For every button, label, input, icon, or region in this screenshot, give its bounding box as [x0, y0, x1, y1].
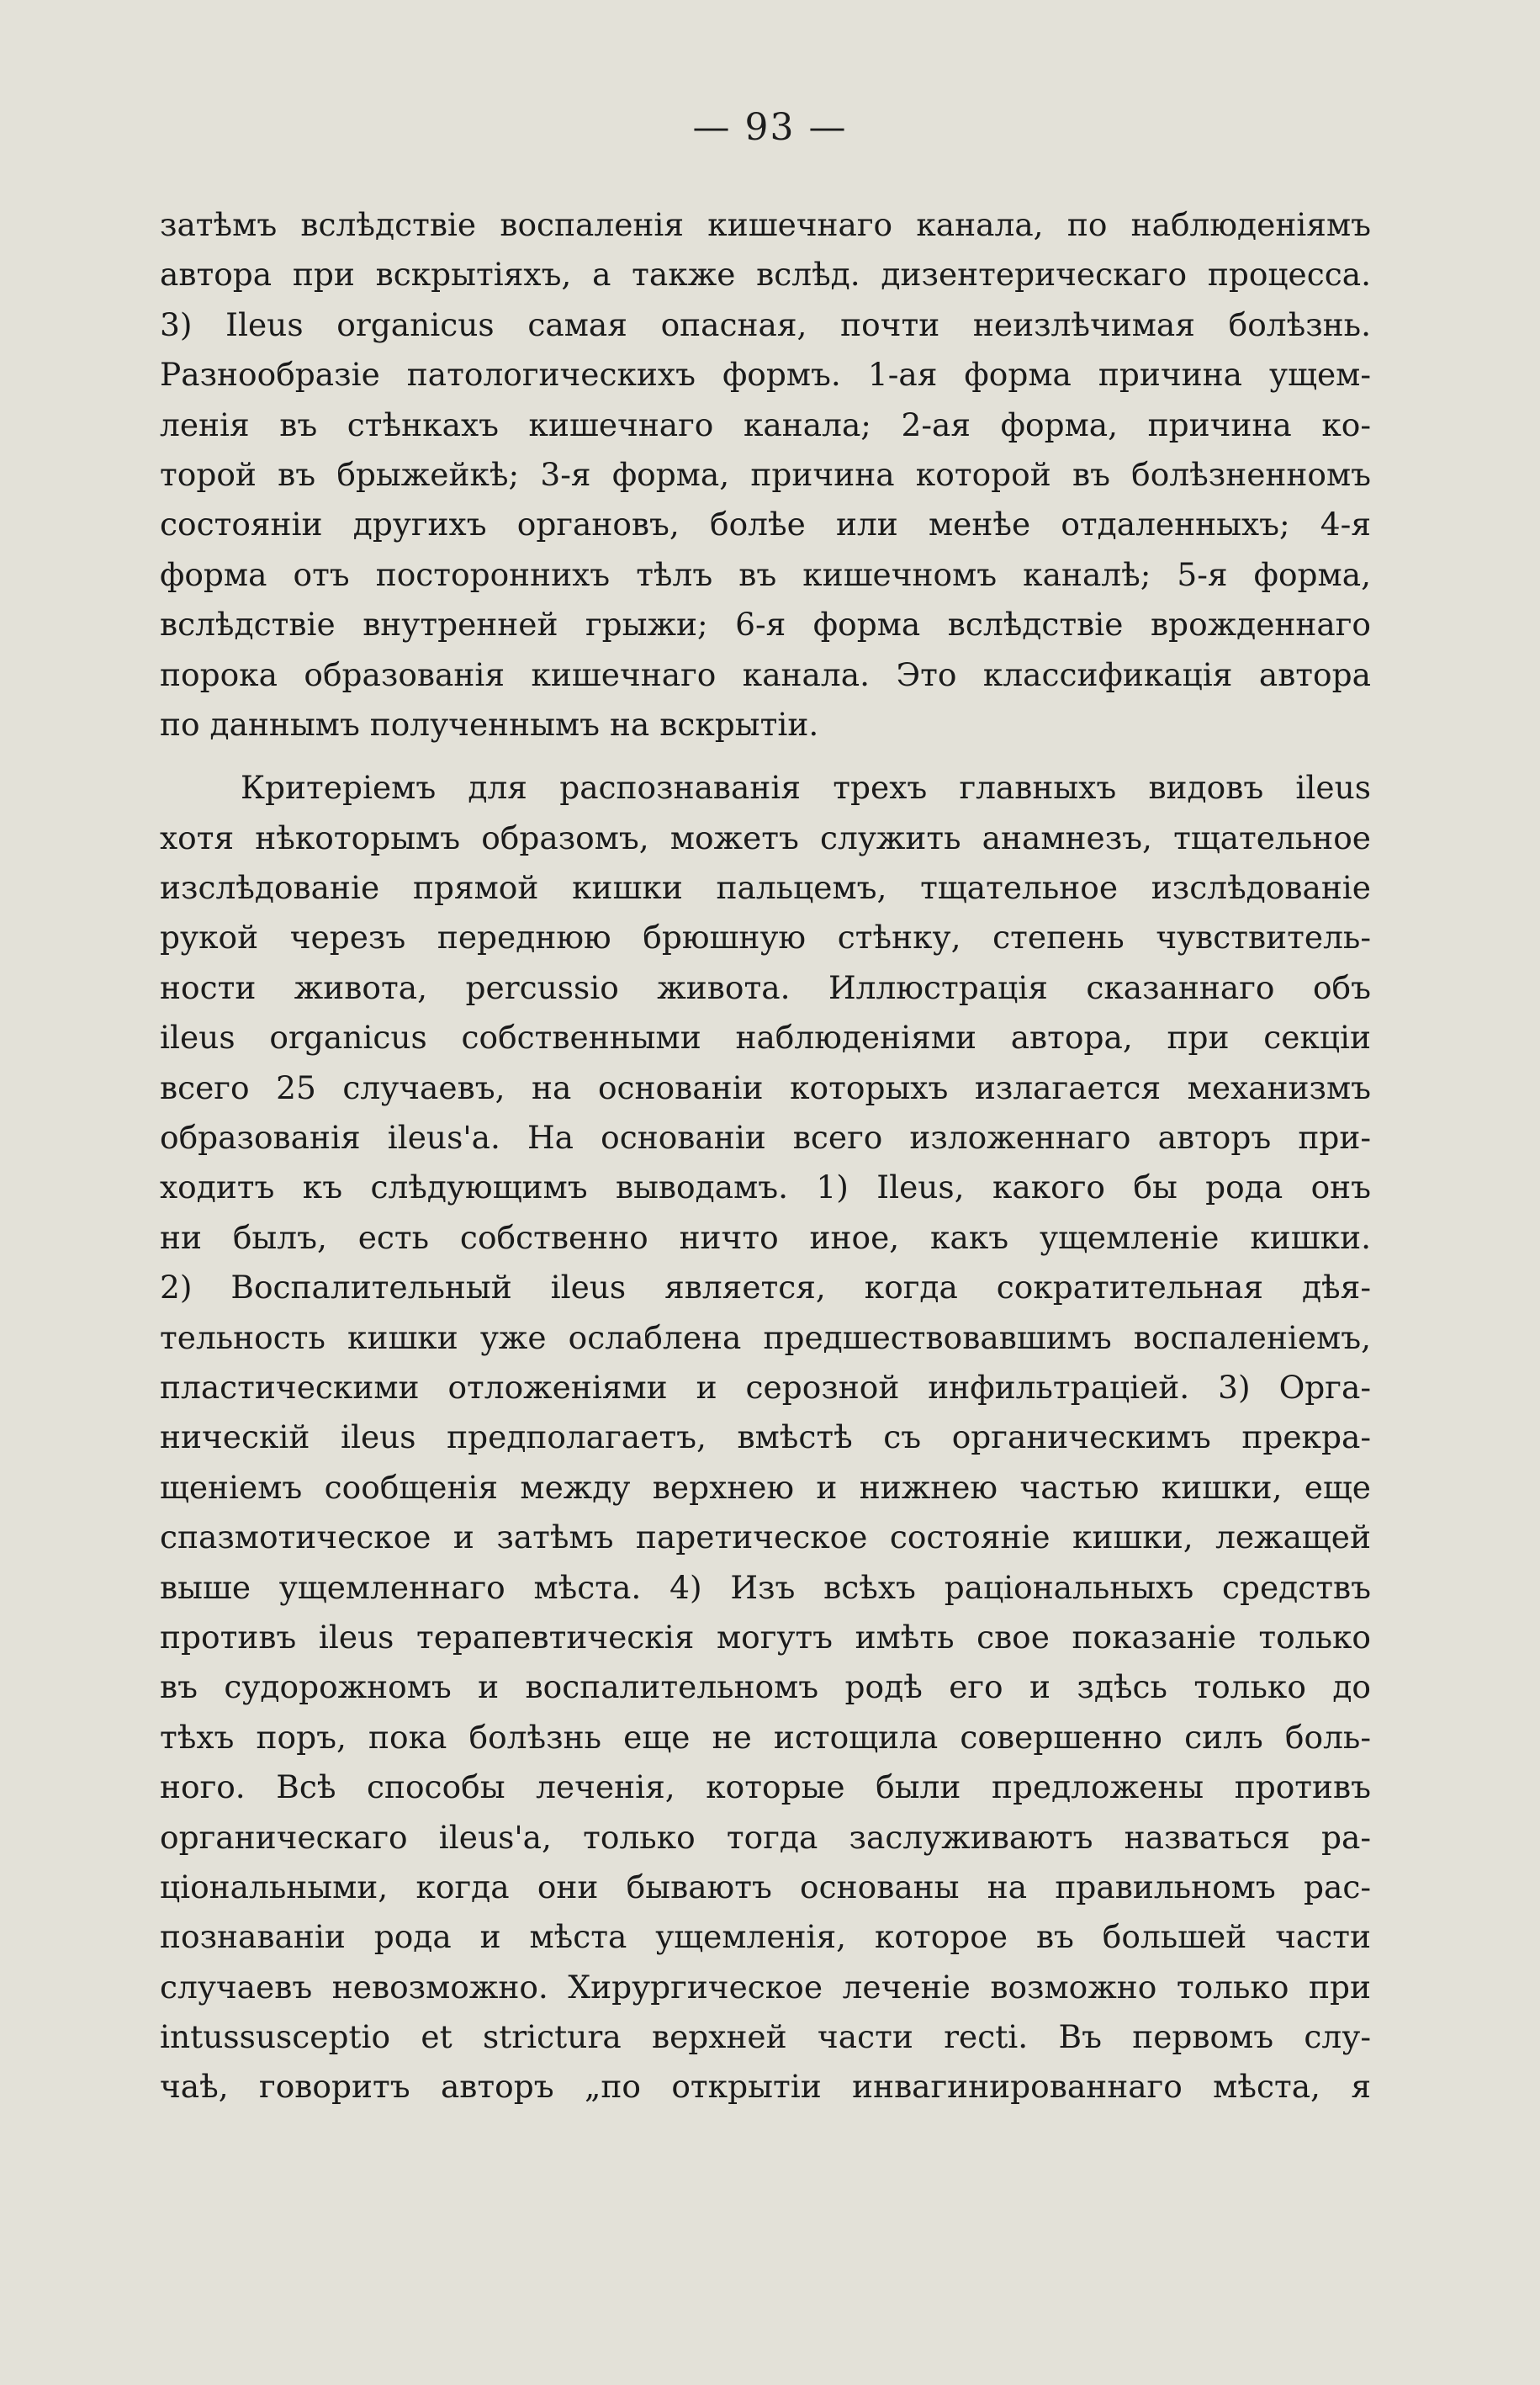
text-line: спазмотическое и затѣмъ паретическое состояніе кишки, лежащей: [160, 1518, 1371, 1556]
text-line: тельность кишки уже ослаблена предшествовавшимъ воспаленіемъ,: [160, 1318, 1371, 1356]
paragraph-2: [160, 763, 1371, 2112]
text-line: чаѣ, говоритъ авторъ „по открытіи инвагинированнаго мѣста, я: [160, 2068, 1371, 2106]
text-line: выше ущемленнаго мѣста. 4) Изъ всѣхъ раціональныхъ средствъ: [160, 1568, 1371, 1606]
text-line: ности живота, percussio живота. Иллюстрація сказаннаго объ: [160, 968, 1371, 1006]
text-line: затѣмъ вслѣдствіе воспаленія кишечнаго канала, по наблюденіямъ: [160, 206, 1371, 243]
text-line: въ судорожномъ и воспалительномъ родѣ его и здѣсь только до: [160, 1668, 1371, 1706]
text-line: Критеріемъ для распознаванія трехъ главныхъ видовъ ileus: [241, 769, 1371, 807]
text-line: порока образованія кишечнаго канала. Это классификація автора: [160, 655, 1371, 693]
text-line: противъ ileus терапевтическія могутъ имѣть свое показаніе только: [160, 1618, 1371, 1656]
text-line: ціональными, когда они бываютъ основаны на правильномъ рас-: [160, 1868, 1371, 1905]
text-line: ленія въ стѣнкахъ кишечнаго канала; 2-ая форма, причина ко-: [160, 405, 1371, 443]
body-text: [160, 200, 1371, 2112]
text-line: Разнообразіе патологическихъ формъ. 1-ая форма причина ущем-: [160, 356, 1371, 394]
page-number: — 93 —: [692, 106, 848, 149]
text-line: по даннымъ полученнымъ на вскрытіи.: [160, 705, 819, 743]
text-line: хотя нѣкоторымъ образомъ, можетъ служить анамнезъ, тщательное: [160, 819, 1371, 856]
text-line: ileus organicus собственными наблюденіями автора, при секціи: [160, 1019, 1371, 1057]
text-line: вслѣдствіе внутренней грыжи; 6-я форма вслѣдствіе врожденнаго: [160, 606, 1371, 644]
text-line: образованія ileus'а. На основаніи всего изложеннаго авторъ при-: [160, 1119, 1371, 1157]
text-line: ни былъ, есть собственно ничто иное, какъ ущемленіе кишки.: [160, 1218, 1371, 1256]
text-line: автора при вскрытіяхъ, а также вслѣд. дизентерическаго процесса.: [160, 256, 1371, 294]
text-line: всего 25 случаевъ, на основаніи которыхъ излагается механизмъ: [160, 1068, 1371, 1106]
text-line: щеніемъ сообщенія между верхнею и нижнею частью кишки, еще: [160, 1468, 1371, 1506]
text-line: intussusceptio et strictura верхней части recti. Въ первомъ слу-: [160, 2018, 1371, 2056]
text-line: органическаго ileus'а, только тогда заслуживаютъ назваться ра-: [160, 1818, 1371, 1856]
text-line: изслѣдованіе прямой кишки пальцемъ, тщательное изслѣдованіе: [160, 869, 1371, 907]
text-line: форма отъ постороннихъ тѣлъ въ кишечномъ каналѣ; 5-я форма,: [160, 555, 1371, 593]
paragraph-1: [160, 200, 1371, 750]
text-line: 3) Ileus organicus самая опасная, почти неизлѣчимая болѣзнь.: [160, 305, 1371, 343]
text-line: тѣхъ поръ, пока болѣзнь еще не истощила совершенно силъ боль-: [160, 1718, 1371, 1756]
text-line: познаваніи рода и мѣста ущемленія, которое въ большей части: [160, 1918, 1371, 1956]
text-line: ного. Всѣ способы леченія, которые были предложены противъ: [160, 1768, 1371, 1806]
text-line: ническій ileus предполагаетъ, вмѣстѣ съ органическимъ прекра-: [160, 1418, 1371, 1456]
text-line: случаевъ невозможно. Хирургическое леченіе возможно только при: [160, 1968, 1371, 2006]
text-line: ходитъ къ слѣдующимъ выводамъ. 1) Ileus, какого бы рода онъ: [160, 1169, 1371, 1206]
text-line: 2) Воспалительный ileus является, когда сократительная дѣя-: [160, 1269, 1371, 1306]
text-line: рукой черезъ переднюю брюшную стѣнку, степень чувствитель-: [160, 919, 1371, 957]
text-line: торой въ брыжейкѣ; 3-я форма, причина которой въ болѣзненномъ: [160, 455, 1371, 493]
text-line: пластическими отложеніями и серозной инфильтраціей. 3) Орга-: [160, 1368, 1371, 1406]
text-line: состояніи другихъ органовъ, болѣе или менѣе отдаленныхъ; 4-я: [160, 506, 1371, 543]
